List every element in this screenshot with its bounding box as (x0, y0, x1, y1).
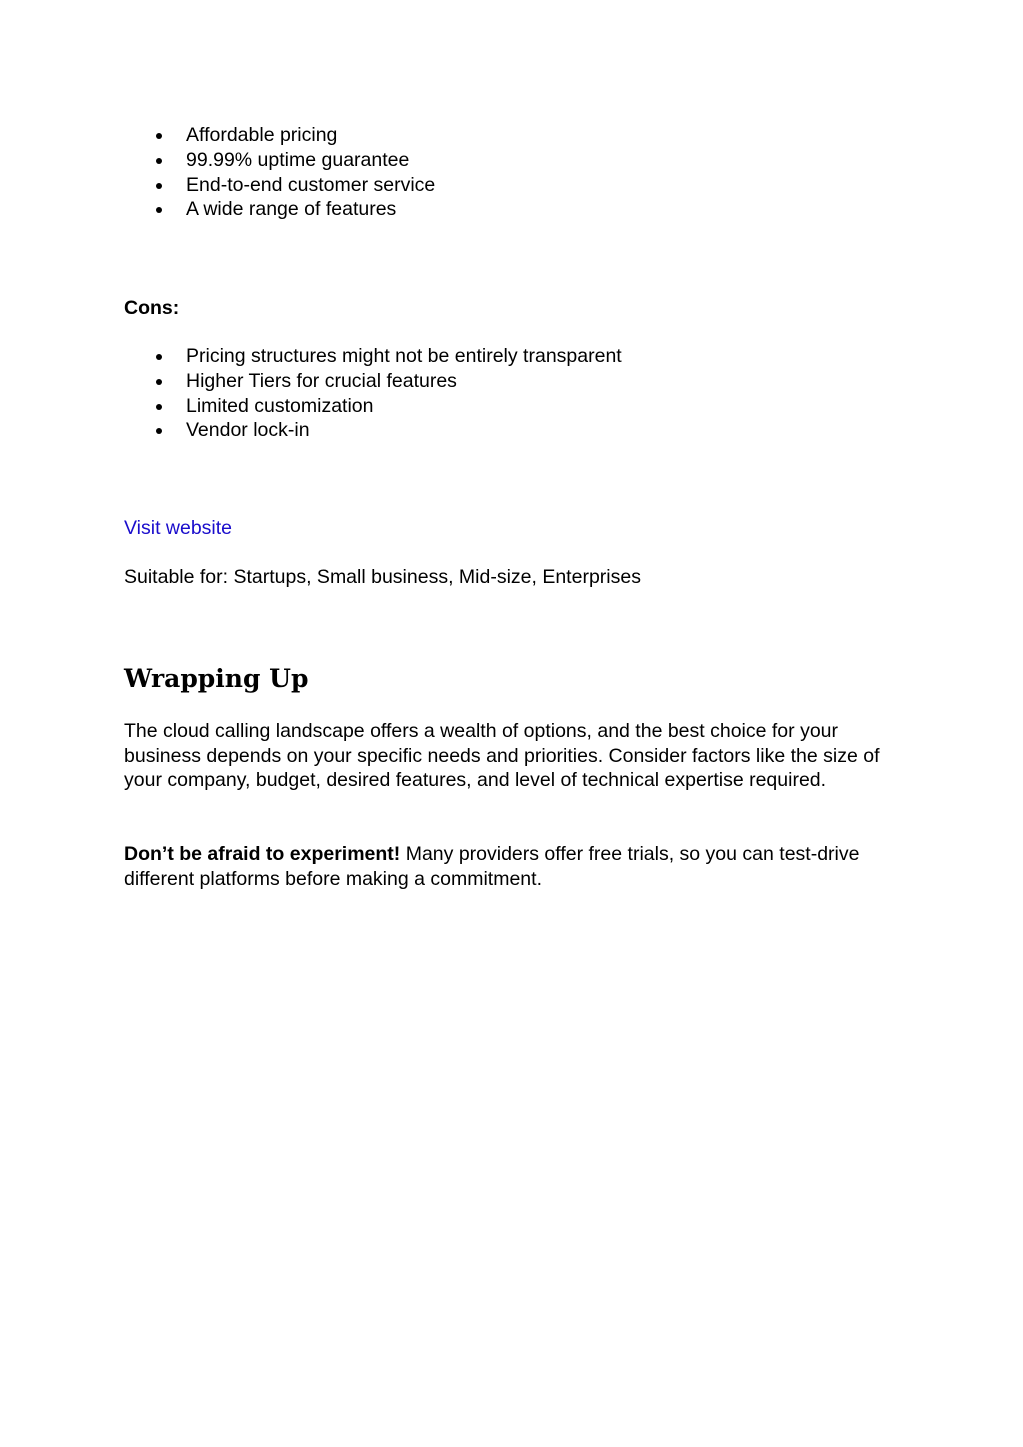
list-item (124, 123, 435, 148)
list-item (124, 173, 435, 198)
body-paragraph: The cloud calling landscape offers a wealth of options, and the best choice for your business depends on your specific needs and priorities. Consider factors like the size of your company, budget, desired features, and level of technical expertise required. (124, 720, 880, 792)
list-item-label: Higher Tiers for crucial features (186, 369, 457, 392)
bullet-icon (156, 428, 162, 434)
cons-list (124, 344, 622, 443)
list-item (124, 418, 622, 443)
cons-heading: Cons: (124, 297, 180, 319)
list-item-label: Limited customization (186, 394, 374, 417)
list-item (124, 344, 622, 369)
suitable-for-text: Suitable for: Startups, Small business, Mid-size, Enterprises (124, 566, 641, 588)
pros-list (124, 123, 435, 222)
bullet-icon (156, 207, 162, 213)
visit-website-link[interactable]: Visit website (124, 517, 233, 539)
list-item-label: End-to-end customer service (186, 173, 436, 196)
bullet-icon (156, 379, 162, 385)
list-item-label: 99.99% uptime guarantee (186, 148, 410, 171)
bullet-icon (156, 183, 162, 189)
list-item-label: A wide range of features (186, 198, 397, 221)
bullet-icon (156, 354, 162, 360)
list-item (124, 394, 622, 419)
body-paragraph (124, 842, 899, 891)
list-item-label: Vendor lock-in (186, 419, 310, 442)
emphasis-text: Don’t be afraid to experiment! (124, 843, 401, 865)
section-heading: Wrapping Up (124, 664, 309, 693)
bullet-icon (156, 404, 162, 410)
list-item-label: Affordable pricing (186, 124, 338, 146)
bullet-icon (156, 158, 162, 164)
list-item (124, 148, 435, 173)
list-item-label: Pricing structures might not be entirely transparent (186, 345, 622, 367)
bullet-icon (156, 133, 162, 139)
list-item (124, 369, 622, 394)
paragraph-text: Many providers offer free trials, so you can test-drive different platforms before making a commitment. (124, 843, 860, 890)
list-item (124, 197, 435, 222)
